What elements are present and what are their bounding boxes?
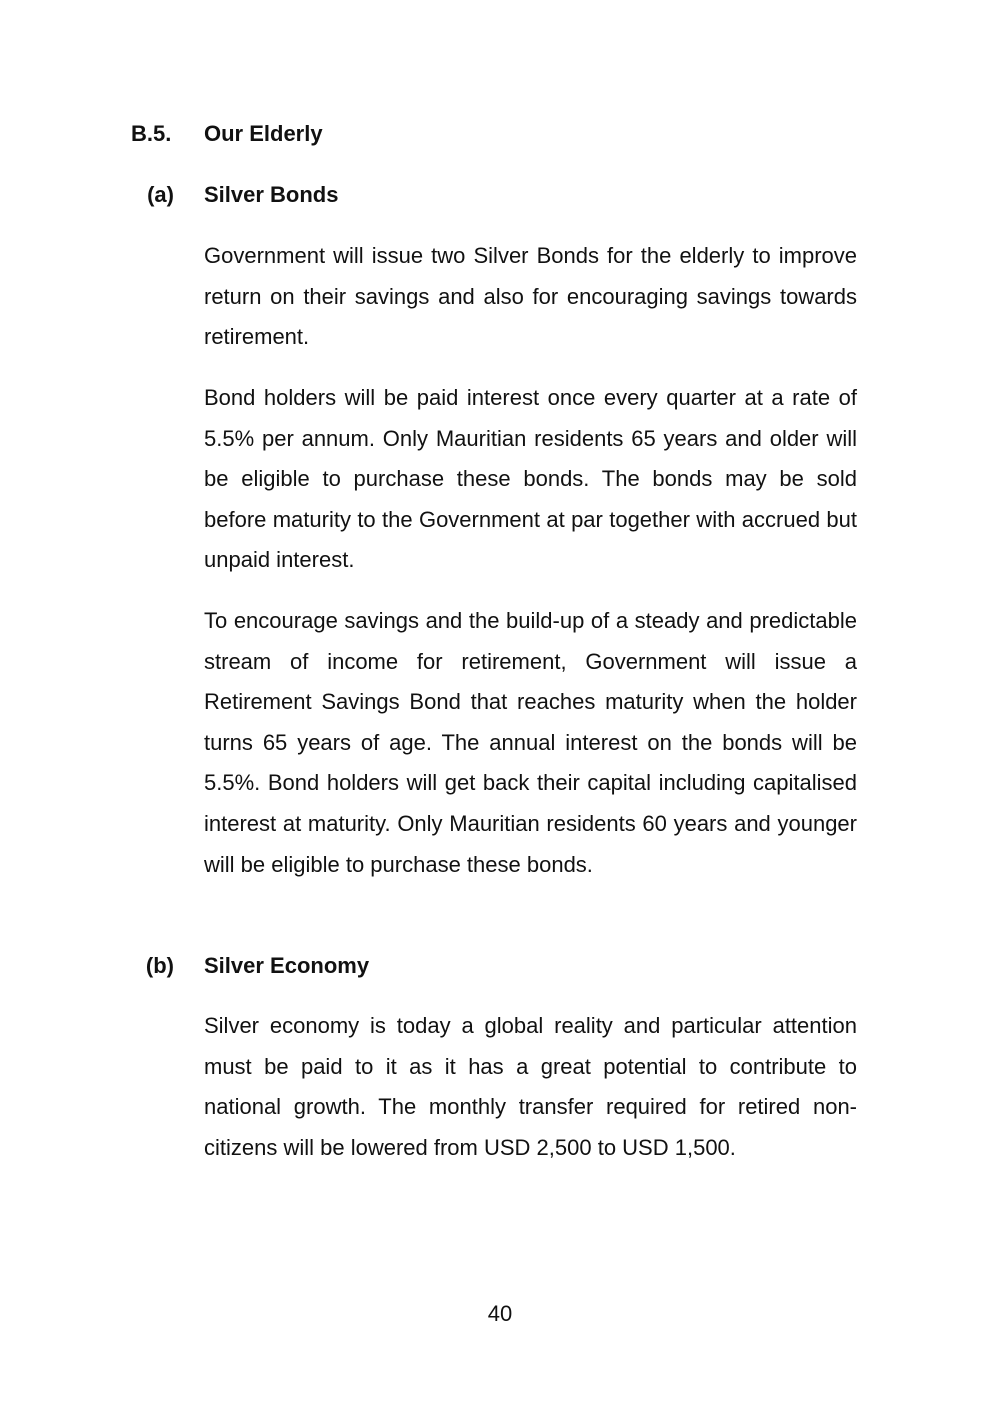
paragraph-b1: Silver economy is today a global reality and particular attention must be paid to it as it has a great potential to contribute to national growth. The monthly transfer required for retired non-citizens will be lowered from USD 2,500 to USD 1,500. [204, 1013, 857, 1160]
paragraph-a1: Government will issue two Silver Bonds for the elderly to improve return on their savings and also for encouraging savings towards retirement. [204, 243, 857, 350]
subsection-title-b: Silver Economy [204, 953, 370, 978]
paragraph-a3: To encourage savings and the build-up of a steady and predictable stream of income for retirement, Government will issue a Retirement Savings Bond that reaches maturity when the holder turns 65 years of age. The annual interest on the bonds will be 5.5%. Bond holders will get back their capital including capitalised interest at maturity. Only Mauritian residents 60 years and younger will be eligible to purchase these bonds. [204, 608, 857, 877]
subsection-label-b: (b) [145, 953, 174, 978]
paragraph-a2: Bond holders will be paid interest once every quarter at a rate of 5.5% per annum. Only Mauritian residents 65 years and older will be eligible to purchase these bonds. The bonds may be sold before maturity to the Government at par together with accrued but unpaid interest. [204, 385, 857, 573]
page-number: 40 [487, 1301, 513, 1326]
subsection-title-a: Silver Bonds [204, 182, 339, 207]
subsection-label-a: (a) [147, 182, 174, 207]
section-number: B.5. [131, 121, 172, 146]
section-title: Our Elderly [204, 121, 323, 146]
